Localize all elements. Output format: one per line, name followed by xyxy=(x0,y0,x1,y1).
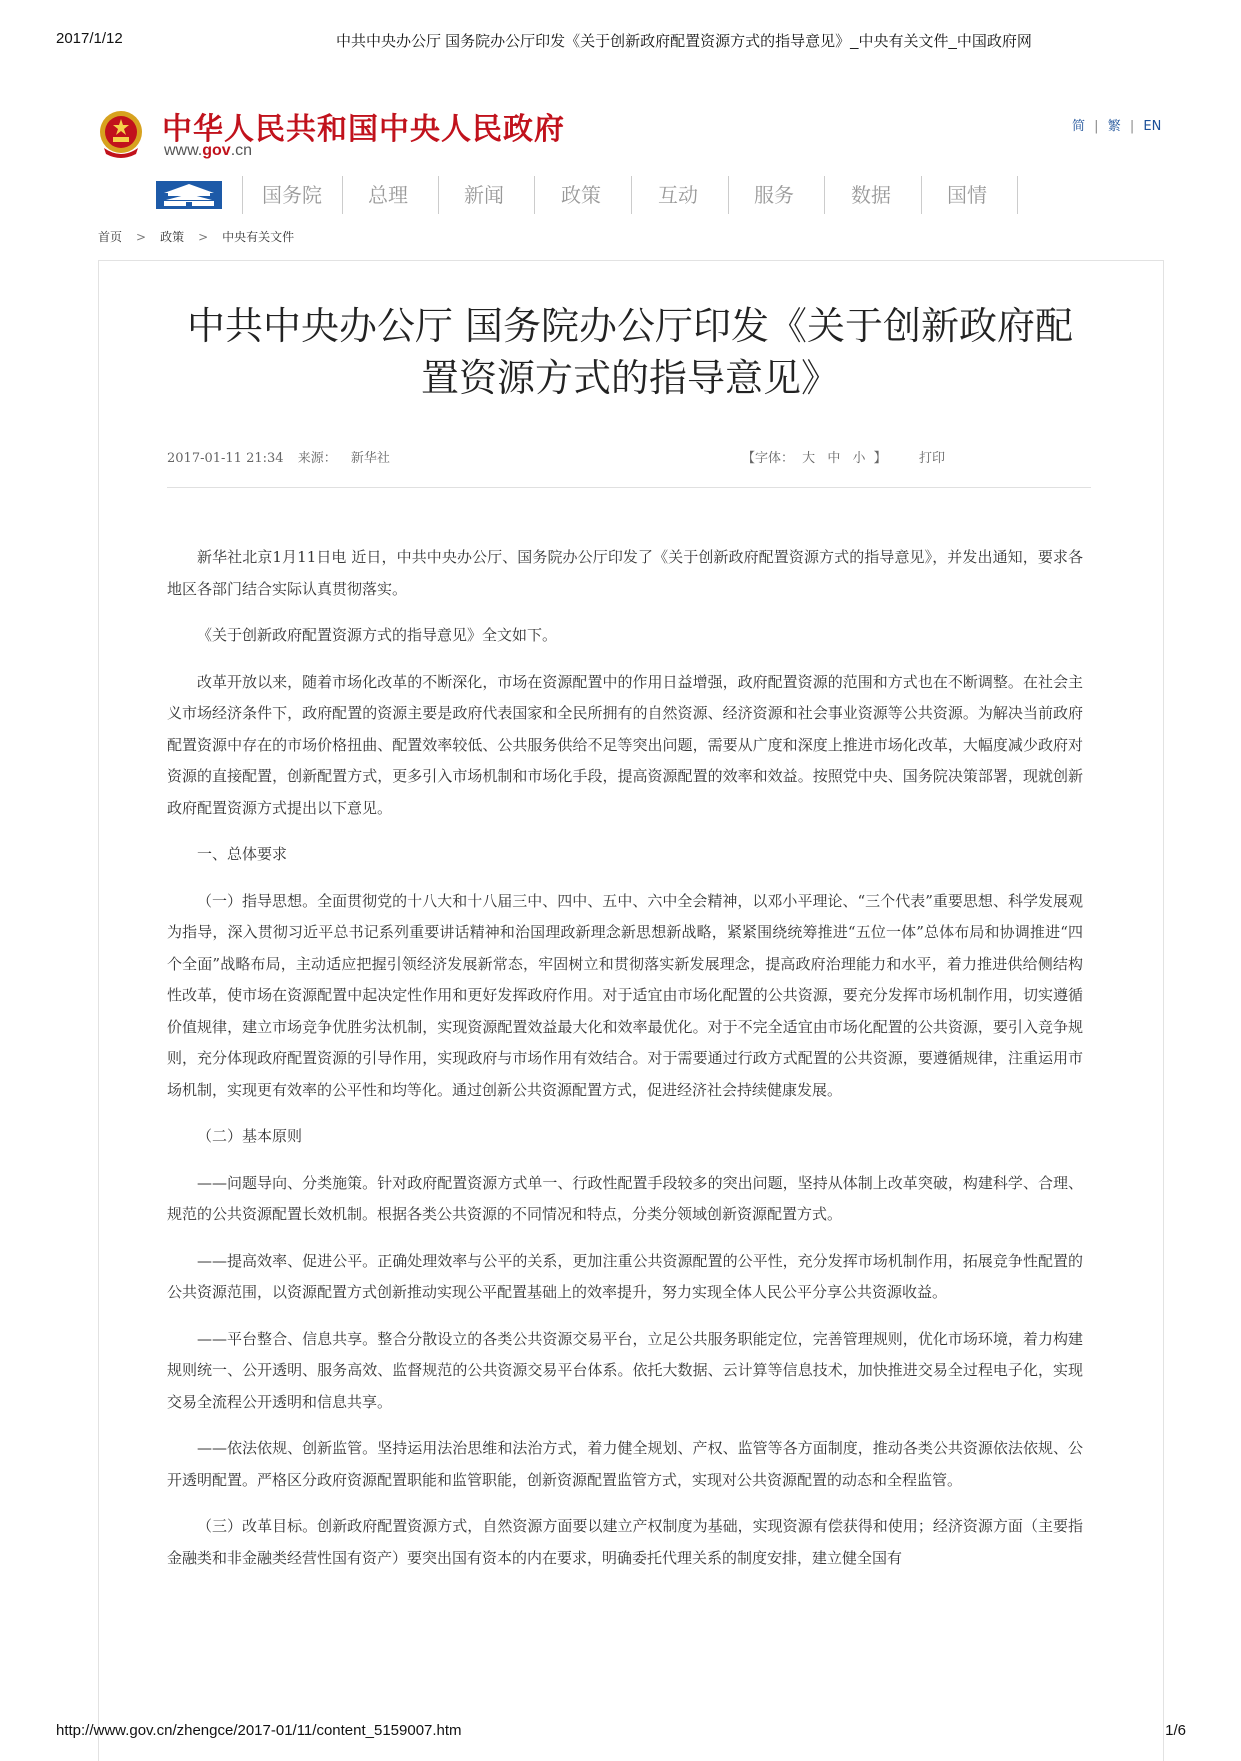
paragraph: ——提高效率、促进公平。正确处理效率与公平的关系，更加注重公共资源配置的公平性，充分发挥市场机制作用，拓展竞争性配置的公共资源范围，以资源配置方式创新推动实现公平配置基础上的效率提升，努力实现全体人民公平分享公共资源收益。 xyxy=(167,1251,1083,1301)
breadcrumb-home[interactable]: 首页 xyxy=(98,230,123,244)
nav-item-interact[interactable]: 互动 xyxy=(658,183,698,207)
source-label: 来源： xyxy=(297,451,337,466)
section-heading: 一、总体要求 xyxy=(197,845,288,863)
breadcrumb-current[interactable]: 中央有关文件 xyxy=(222,230,295,244)
print-doc-title: 中共中央办公厅 国务院办公厅印发《关于创新政府配置资源方式的指导意见》_中央有关文件_中国政府网 xyxy=(336,33,1032,50)
paragraph: （三）改革目标。创新政府配置资源方式，自然资源方面要以建立产权制度为基础，实现资源有偿获得和使用；经济资源方面（主要指金融类和非金融类经营性国有资产）要突出国有资本的内在要求，明确委托代理关系的制度安排，建立健全国有 xyxy=(167,1517,1083,1567)
print-date: 2017/1/12 xyxy=(56,30,123,47)
tiananmen-icon[interactable] xyxy=(156,181,222,209)
nav-item-zongli[interactable]: 总理 xyxy=(368,183,408,207)
paragraph: ——平台整合、信息共享。整合分散设立的各类公共资源交易平台，立足公共服务职能定位，完善管理规则，优化市场环境，着力构建规则统一、公开透明、服务高效、监督规范的公共资源交易平台体系。依托大数据、云计算等信息技术，加快推进交易全过程电子化，实现交易全流程公开透明和信息共享。 xyxy=(167,1329,1083,1411)
breadcrumb xyxy=(98,228,294,245)
source-value: 新华社 xyxy=(350,451,390,466)
section-heading: （二）基本原则 xyxy=(197,1127,303,1145)
font-size-close: 】 xyxy=(873,451,887,466)
font-size-medium[interactable]: 中 xyxy=(827,451,841,466)
nav-item-guowuyuan[interactable]: 国务院 xyxy=(262,183,322,207)
font-size-label: 【字体： xyxy=(742,451,795,466)
article-title xyxy=(130,300,1130,404)
national-emblem-icon[interactable] xyxy=(98,110,144,158)
nav-item-guoqing[interactable]: 国情 xyxy=(947,183,987,207)
nav-item-data[interactable]: 数据 xyxy=(851,183,891,207)
page-number: 1/6 xyxy=(1165,1722,1186,1739)
lang-traditional[interactable]: 繁 xyxy=(1107,119,1121,134)
nav-item-news[interactable]: 新闻 xyxy=(464,183,504,207)
print-button[interactable]: 打印 xyxy=(919,451,946,466)
breadcrumb-policy[interactable]: 政策 xyxy=(160,230,185,244)
nav-item-policy[interactable]: 政策 xyxy=(561,183,601,207)
lang-sep: | xyxy=(1094,119,1099,134)
article-body xyxy=(167,542,1083,1589)
font-size-control xyxy=(742,447,887,466)
domain-suffix: .cn xyxy=(230,142,253,159)
paragraph: ——依法依规、创新监管。坚持运用法治思维和法治方式，着力健全规划、产权、监管等各方面制度，推动各类公共资源依法依规、公开透明配置。严格区分政府资源配置职能和监管职能，创新资源配置监管方式，实现对公共资源配置的动态和全程监管。 xyxy=(167,1439,1083,1489)
nav-divider xyxy=(1017,176,1018,214)
paragraph: 新华社北京1月11日电 近日，中共中央办公厅、国务院办公厅印发了《关于创新政府配置资源方式的指导意见》，并发出通知，要求各地区各部门结合实际认真贯彻落实。 xyxy=(167,548,1083,598)
article-title-line-2: 置资源方式的指导意见》 xyxy=(420,356,839,400)
paragraph: （一）指导思想。全面贯彻党的十八大和十八届三中、四中、五中、六中全会精神，以邓小平理论、“三个代表”重要思想、科学发展观为指导，深入贯彻习近平总书记系列重要讲话精神和治国理政新理念新思想新战略，紧紧围绕统筹推进“五位一体”总体布局和协调推进“四个全面”战略布局，主动适应把握引领经济发展新常态，牢固树立和贯彻落实新发展理念，提高政府治理能力和水平，着力推进供给侧结构性改革，使市场在资源配置中起决定性作用和更好发挥政府作用。对于适宜由市场化配置的公共资源，要充分发挥市场机制作用，切实遵循价值规律，建立市场竞争优胜劣汰机制，实现资源配置效益最大化和效率最优化。对于不完全适宜由市场化配置的公共资源，要引入竞争规则，充分体现政府配置资源的引导作用，实现政府与市场作用有效结合。对于需要通过行政方式配置的公共资源，要遵循规律，注重运用市场机制，实现更有效率的公平性和均等化。通过创新公共资源配置方式，促进经济社会持续健康发展。 xyxy=(167,891,1083,1099)
nav-divider xyxy=(242,176,243,214)
font-size-large[interactable]: 大 xyxy=(802,451,816,466)
print-header xyxy=(56,30,1186,50)
article-meta xyxy=(167,447,1091,488)
paragraph: 《关于创新政府配置资源方式的指导意见》全文如下。 xyxy=(197,626,558,644)
domain-prefix: www. xyxy=(164,142,203,159)
paragraph: ——问题导向、分类施策。针对政府配置资源方式单一、行政性配置手段较多的突出问题，坚持从体制上改革突破，构建科学、合理、规范的公共资源配置长效机制。根据各类公共资源的不同情况和特点，分类分领域创新资源配置方式。 xyxy=(167,1173,1083,1223)
breadcrumb-arrow: > xyxy=(198,230,209,244)
site-domain xyxy=(164,142,252,160)
font-size-small[interactable]: 小 xyxy=(852,451,866,466)
meta-left xyxy=(167,447,400,466)
paragraph: 改革开放以来，随着市场化改革的不断深化，市场在资源配置中的作用日益增强，政府配置资源的范围和方式也在不断调整。在社会主义市场经济条件下，政府配置的资源主要是政府代表国家和全民所拥有的自然资源、经济资源和社会事业资源等公共资源。为解决当前政府配置资源中存在的市场价格扭曲、配置效率较低、公共服务供给不足等突出问题，需要从广度和深度上推进市场化改革，大幅度减少政府对资源的直接配置，创新配置方式，更多引入市场机制和市场化手段，提高资源配置的效率和效益。按照党中央、国务院决策部署，现就创新政府配置资源方式提出以下意见。 xyxy=(167,672,1083,817)
article-title-line-1: 中共中央办公厅 国务院办公厅印发《关于创新政府配 xyxy=(186,304,1074,348)
site-name[interactable]: 中华人民共和国中央人民政府 xyxy=(162,112,565,147)
print-url: http://www.gov.cn/zhengce/2017-01/11/content_5159007.htm xyxy=(56,1722,462,1739)
lang-simplified[interactable]: 简 xyxy=(1072,119,1086,134)
lang-english[interactable]: EN xyxy=(1143,119,1162,134)
breadcrumb-arrow: > xyxy=(136,230,147,244)
lang-sep: | xyxy=(1129,119,1135,134)
publish-datetime: 2017-01-11 21:34 xyxy=(167,451,284,466)
language-switch xyxy=(1072,115,1161,134)
print-footer xyxy=(56,1722,1186,1742)
nav-item-service[interactable]: 服务 xyxy=(754,183,794,207)
domain-gov: gov xyxy=(202,142,231,159)
